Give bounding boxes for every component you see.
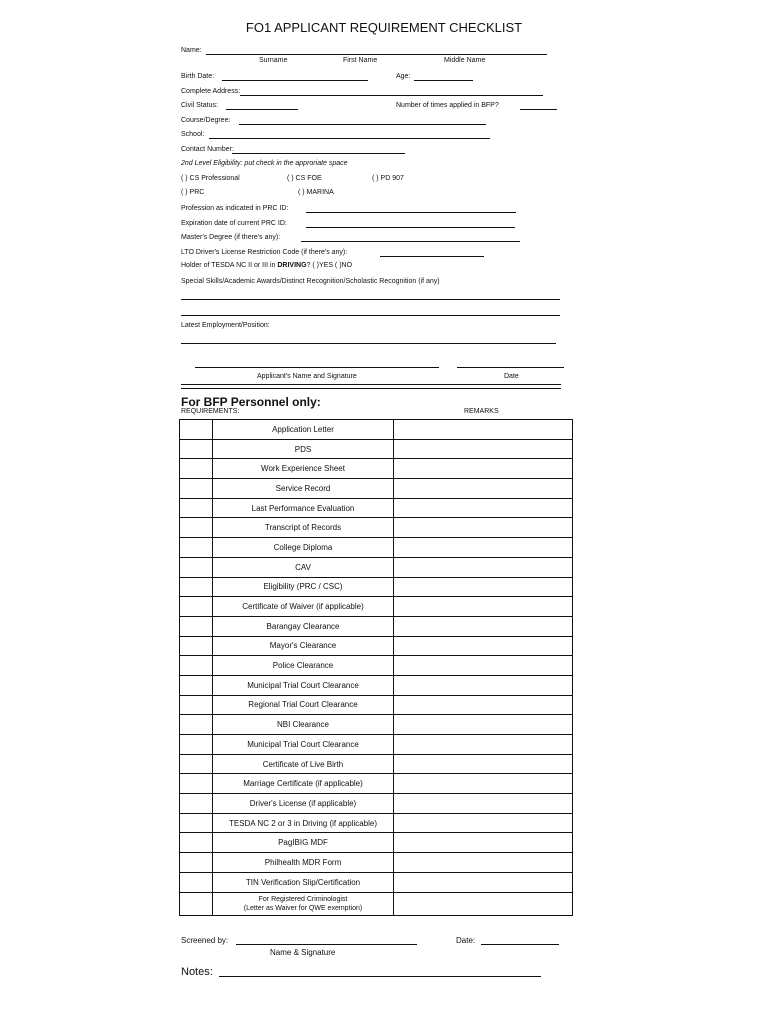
- table-row: [180, 715, 573, 735]
- requirements-label: REQUIREMENTS:: [181, 408, 240, 415]
- check-cell[interactable]: [180, 872, 213, 892]
- eligibility-note: 2nd Level Eligibility: put check in the approriate space: [181, 160, 348, 167]
- check-cell[interactable]: [180, 715, 213, 735]
- screened-by-label: Screened by:: [181, 936, 229, 945]
- name-label: Name:: [181, 47, 202, 54]
- employment-line[interactable]: [181, 343, 556, 344]
- notes-label: Notes:: [181, 966, 213, 978]
- times-applied-line[interactable]: [520, 109, 557, 110]
- date-caption: Date: [504, 373, 519, 380]
- remarks-cell[interactable]: [394, 616, 573, 636]
- requirement-cell: Mayor's Clearance: [213, 636, 394, 656]
- remarks-cell[interactable]: [394, 833, 573, 853]
- remarks-cell[interactable]: [394, 892, 573, 915]
- requirement-cell: Barangay Clearance: [213, 616, 394, 636]
- table-row: [180, 498, 573, 518]
- skills-label: Special Skills/Academic Awards/Distinct Recognition/Scholastic Recognition (if any): [181, 278, 440, 285]
- requirement-cell: [213, 892, 394, 915]
- check-cell[interactable]: [180, 459, 213, 479]
- course-label: Course/Degree:: [181, 117, 231, 124]
- criminologist-line-1: For Registered Criminologist: [258, 895, 348, 903]
- lto-line[interactable]: [380, 256, 484, 257]
- remarks-cell[interactable]: [394, 420, 573, 440]
- requirement-cell: Marriage Certificate (if applicable): [213, 774, 394, 794]
- bfp-heading: For BFP Personnel only:: [181, 395, 321, 409]
- check-cell[interactable]: [180, 636, 213, 656]
- requirement-cell: Application Letter: [213, 420, 394, 440]
- table-row: [180, 853, 573, 873]
- surname-caption: Surname: [259, 57, 288, 64]
- tesda-driving-bold: DRIVING: [277, 262, 307, 269]
- table-row: [180, 597, 573, 617]
- requirement-cell: Certificate of Waiver (if applicable): [213, 597, 394, 617]
- skills-line-2[interactable]: [181, 315, 560, 316]
- notes-line[interactable]: [219, 976, 541, 977]
- remarks-cell[interactable]: [394, 754, 573, 774]
- remarks-cell[interactable]: [394, 853, 573, 873]
- remarks-cell[interactable]: [394, 735, 573, 755]
- remarks-cell[interactable]: [394, 794, 573, 814]
- check-cell[interactable]: [180, 853, 213, 873]
- table-row: [180, 794, 573, 814]
- marina-option[interactable]: ( ) MARINA: [298, 189, 334, 196]
- requirement-cell: TESDA NC 2 or 3 in Driving (if applicable): [213, 813, 394, 833]
- remarks-cell[interactable]: [394, 774, 573, 794]
- table-row: [180, 459, 573, 479]
- check-cell[interactable]: [180, 656, 213, 676]
- check-cell[interactable]: [180, 675, 213, 695]
- civil-status-label: Civil Status:: [181, 102, 218, 109]
- criminologist-line-2: (Letter as Waiver for QWE exemption): [243, 904, 363, 912]
- remarks-cell[interactable]: [394, 518, 573, 538]
- table-row: [180, 538, 573, 558]
- name-line[interactable]: [206, 54, 547, 55]
- remarks-cell[interactable]: [394, 656, 573, 676]
- remarks-cell[interactable]: [394, 459, 573, 479]
- requirements-table: [179, 419, 573, 916]
- check-cell[interactable]: [180, 813, 213, 833]
- applicant-signature-line[interactable]: [195, 367, 439, 368]
- masters-label: Master's Degree (if there's any):: [181, 234, 281, 241]
- times-applied-label: Number of times applied in BFP?: [396, 102, 499, 109]
- form-title: FO1 APPLICANT REQUIREMENT CHECKLIST: [245, 20, 523, 35]
- requirement-cell: Municipal Trial Court Clearance: [213, 735, 394, 755]
- tesda-question: [181, 262, 352, 269]
- civil-status-line[interactable]: [226, 109, 298, 110]
- remarks-cell[interactable]: [394, 597, 573, 617]
- school-label: School:: [181, 131, 205, 138]
- masters-line[interactable]: [301, 241, 520, 242]
- birth-date-label: Birth Date:: [181, 73, 215, 80]
- table-row: [180, 439, 573, 459]
- course-line[interactable]: [239, 124, 486, 125]
- check-cell[interactable]: [180, 774, 213, 794]
- applicant-signature-caption: Applicant's Name and Signature: [257, 373, 357, 380]
- prc-option[interactable]: ( ) PRC: [181, 189, 205, 196]
- table-row: [180, 735, 573, 755]
- check-cell[interactable]: [180, 538, 213, 558]
- check-cell[interactable]: [180, 439, 213, 459]
- requirement-cell: Transcript of Records: [213, 518, 394, 538]
- requirement-cell: Eligibility (PRC / CSC): [213, 577, 394, 597]
- applicant-date-line[interactable]: [457, 367, 564, 368]
- check-cell[interactable]: [180, 518, 213, 538]
- age-label: Age:: [396, 73, 411, 80]
- check-cell[interactable]: [180, 892, 213, 915]
- requirement-cell: Certificate of Live Birth: [213, 754, 394, 774]
- table-row: [180, 420, 573, 440]
- requirement-cell: Philhealth MDR Form: [213, 853, 394, 873]
- requirement-cell: Driver's License (if applicable): [213, 794, 394, 814]
- check-cell[interactable]: [180, 557, 213, 577]
- table-row: [180, 518, 573, 538]
- contact-label: Contact Number:: [181, 146, 234, 153]
- check-cell[interactable]: [180, 616, 213, 636]
- tesda-options[interactable]: ? ( )YES ( )NO: [306, 262, 353, 269]
- footer-date-label: Date:: [456, 936, 476, 945]
- pd907-option[interactable]: ( ) PD 907: [372, 175, 404, 182]
- table-row: [180, 695, 573, 715]
- cs-professional-option[interactable]: ( ) CS Professional: [181, 175, 240, 182]
- table-row: [180, 754, 573, 774]
- table-row: [180, 557, 573, 577]
- remarks-cell[interactable]: [394, 695, 573, 715]
- requirement-cell: Work Experience Sheet: [213, 459, 394, 479]
- check-cell[interactable]: [180, 597, 213, 617]
- requirement-cell: Regional Trial Court Clearance: [213, 695, 394, 715]
- table-row: [180, 656, 573, 676]
- skills-line-1[interactable]: [181, 299, 560, 300]
- address-label: Complete Address:: [181, 88, 241, 95]
- first-name-caption: First Name: [343, 57, 378, 64]
- double-rule-separator: [181, 384, 561, 389]
- table-row: [180, 479, 573, 499]
- table-row: [180, 833, 573, 853]
- lto-label: LTO Driver's License Restriction Code (if there's any):: [181, 249, 348, 256]
- remarks-cell[interactable]: [394, 538, 573, 558]
- table-row: [180, 774, 573, 794]
- check-cell[interactable]: [180, 735, 213, 755]
- requirement-cell: CAV: [213, 557, 394, 577]
- remarks-cell[interactable]: [394, 715, 573, 735]
- requirement-cell: Police Clearance: [213, 656, 394, 676]
- remarks-cell[interactable]: [394, 557, 573, 577]
- tesda-prefix: Holder of TESDA NC II or III in: [181, 262, 276, 269]
- requirement-cell: Last Performance Evaluation: [213, 498, 394, 518]
- remarks-cell[interactable]: [394, 636, 573, 656]
- remarks-cell[interactable]: [394, 439, 573, 459]
- requirement-cell: TIN Verification Slip/Certification: [213, 872, 394, 892]
- remarks-cell[interactable]: [394, 813, 573, 833]
- table-row: [180, 577, 573, 597]
- table-row: [180, 636, 573, 656]
- birth-date-line[interactable]: [222, 80, 368, 81]
- expiration-label: Expiration date of current PRC ID:: [181, 220, 287, 227]
- footer-date-line[interactable]: [481, 944, 559, 945]
- name-signature-caption: Name & Signature: [270, 948, 336, 957]
- employment-label: Latest Employment/Position:: [181, 322, 270, 329]
- check-cell[interactable]: [180, 577, 213, 597]
- address-line[interactable]: [240, 95, 543, 96]
- requirement-cell: Municipal Trial Court Clearance: [213, 675, 394, 695]
- table-row: [180, 813, 573, 833]
- table-row: [180, 872, 573, 892]
- age-line[interactable]: [414, 80, 473, 81]
- requirement-cell: PDS: [213, 439, 394, 459]
- remarks-cell[interactable]: [394, 872, 573, 892]
- check-cell[interactable]: [180, 754, 213, 774]
- requirement-cell: NBI Clearance: [213, 715, 394, 735]
- cs-foe-option[interactable]: ( ) CS FOE: [287, 175, 322, 182]
- check-cell[interactable]: [180, 479, 213, 499]
- requirement-cell: College Diploma: [213, 538, 394, 558]
- requirement-cell: PagIBIG MDF: [213, 833, 394, 853]
- middle-name-caption: Middle Name: [444, 57, 486, 64]
- remarks-label: REMARKS: [464, 408, 499, 415]
- screened-by-line[interactable]: [236, 944, 417, 945]
- check-cell[interactable]: [180, 420, 213, 440]
- check-cell[interactable]: [180, 695, 213, 715]
- profession-line[interactable]: [306, 212, 516, 213]
- table-row: [180, 675, 573, 695]
- table-row: [180, 616, 573, 636]
- remarks-cell[interactable]: [394, 577, 573, 597]
- table-row: [180, 892, 573, 915]
- contact-line[interactable]: [232, 153, 405, 154]
- requirement-cell: Service Record: [213, 479, 394, 499]
- remarks-cell[interactable]: [394, 479, 573, 499]
- remarks-cell[interactable]: [394, 675, 573, 695]
- check-cell[interactable]: [180, 794, 213, 814]
- expiration-line[interactable]: [306, 227, 515, 228]
- check-cell[interactable]: [180, 498, 213, 518]
- remarks-cell[interactable]: [394, 498, 573, 518]
- check-cell[interactable]: [180, 833, 213, 853]
- school-line[interactable]: [209, 138, 490, 139]
- profession-label: Profession as indicated in PRC ID:: [181, 205, 289, 212]
